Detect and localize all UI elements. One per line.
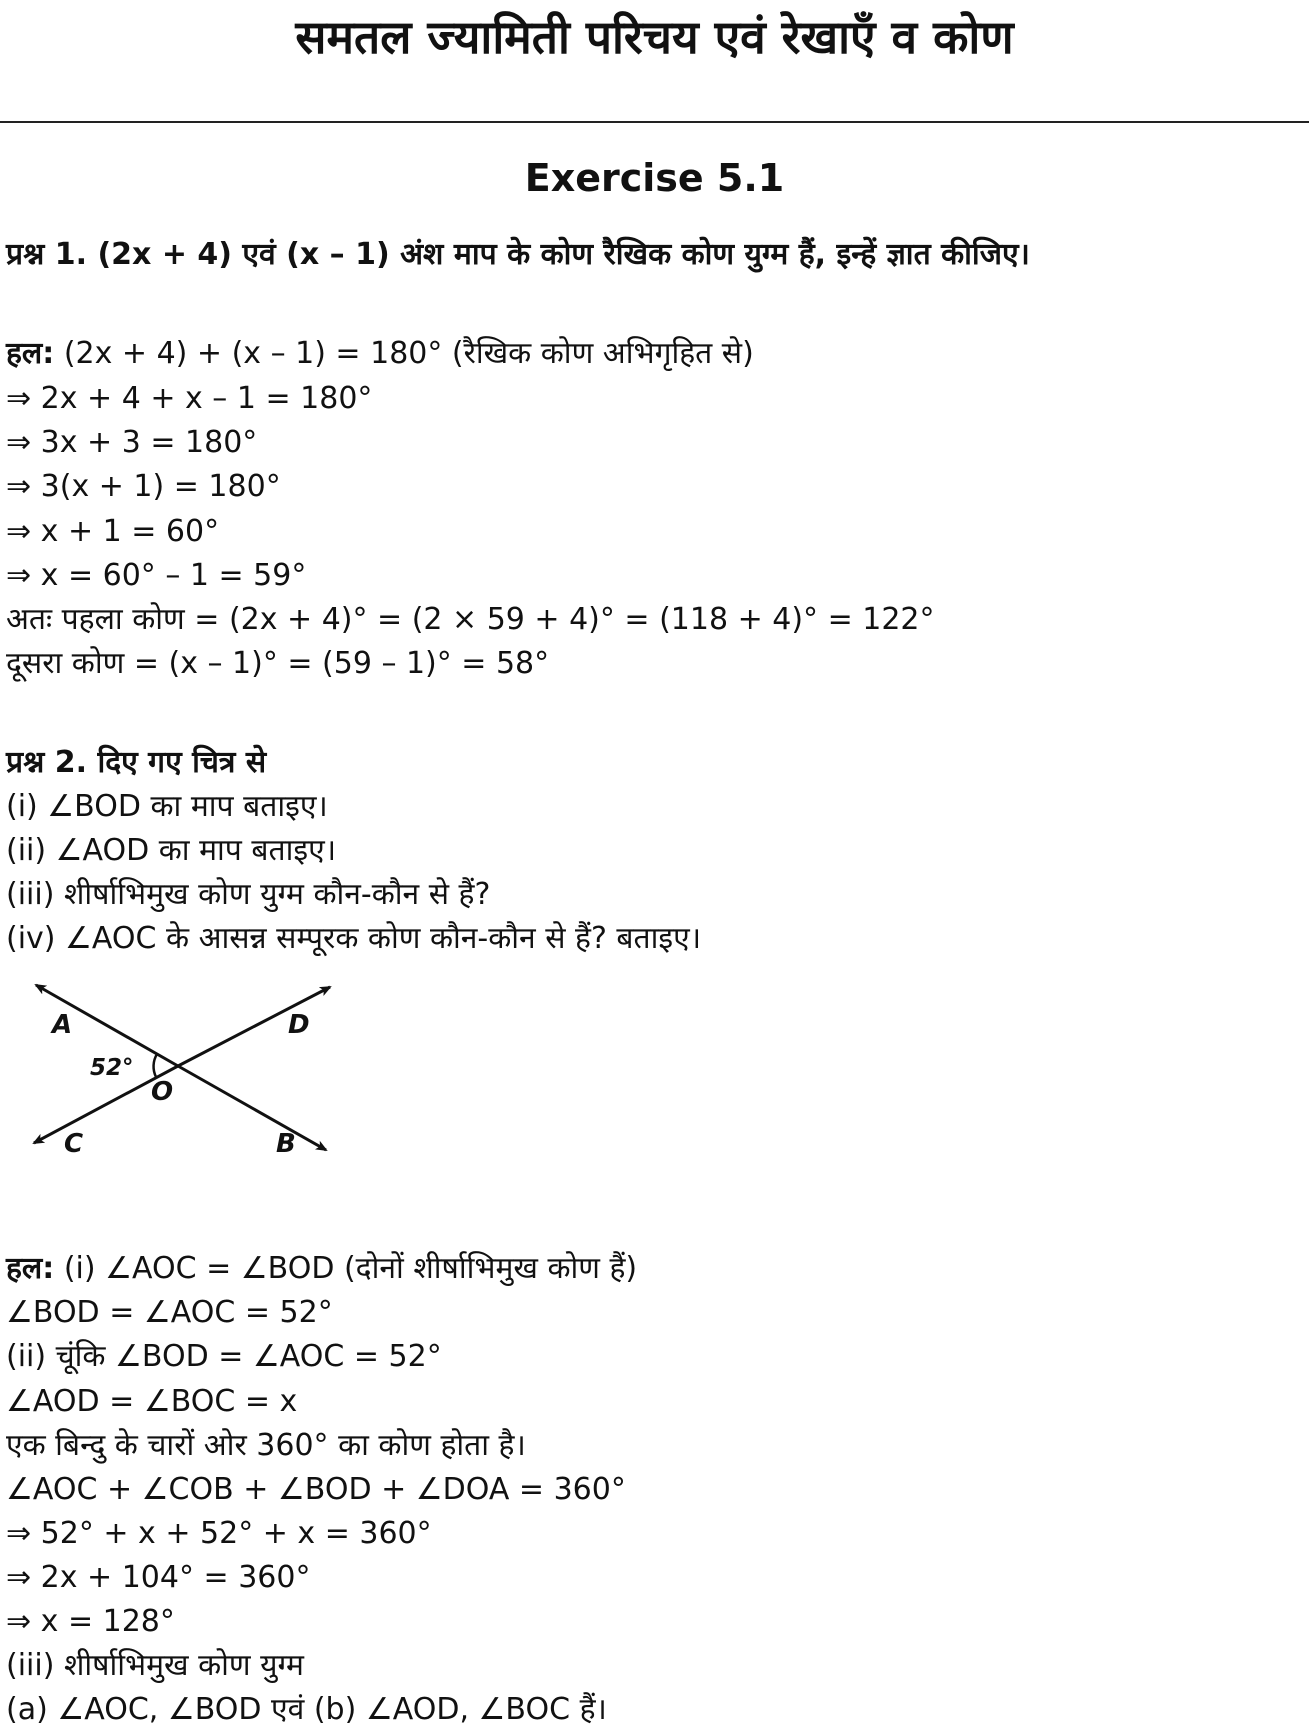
question-1: प्रश्न 1. (2x + 4) एवं (x – 1) अंश माप के कोण रैखिक कोण युग्म हैं, इन्हें ज्ञात कीजिए। bbox=[6, 237, 1030, 272]
q2-step: ⇒ 52° + x + 52° + x = 360° bbox=[6, 1516, 432, 1551]
q1-solution-line bbox=[6, 333, 754, 375]
q2-step: (ii) चूंकि ∠BOD = ∠AOC = 52° bbox=[6, 1339, 442, 1374]
q1-step: ⇒ 2x + 4 + x – 1 = 180° bbox=[6, 381, 373, 416]
q1-step: दूसरा कोण = (x – 1)° = (59 – 1)° = 58° bbox=[6, 646, 550, 681]
q2-part: (iv) ∠AOC के आसन्न सम्पूरक कोण कौन-कौन से हैं? बताइए। bbox=[6, 921, 702, 956]
q2-part: (ii) ∠AOD का माप बताइए। bbox=[6, 833, 337, 868]
angle-arc bbox=[154, 1054, 157, 1077]
label-d: D bbox=[288, 1010, 310, 1040]
label-c: C bbox=[64, 1129, 84, 1159]
q2-solution-line bbox=[6, 1248, 637, 1290]
angle-label: 52° bbox=[90, 1055, 134, 1081]
q2-step: ∠AOD = ∠BOC = x bbox=[6, 1384, 298, 1419]
question-2: प्रश्न 2. दिए गए चित्र से bbox=[6, 745, 267, 780]
title-divider bbox=[0, 121, 1309, 123]
ray-ob bbox=[178, 1066, 326, 1150]
solution-label: हल: bbox=[6, 336, 55, 371]
solution-label: हल: bbox=[6, 1251, 55, 1286]
q2-part: (iii) शीर्षाभिमुख कोण युग्म कौन-कौन से हैं? bbox=[6, 877, 491, 912]
intersecting-lines-figure bbox=[30, 975, 340, 1175]
label-o: O bbox=[151, 1077, 174, 1107]
q1-step: ⇒ x + 1 = 60° bbox=[6, 514, 220, 549]
solution-text: (i) ∠AOC = ∠BOD (दोनों शीर्षाभिमुख कोण हैं) bbox=[54, 1251, 638, 1286]
q1-step: अतः पहला कोण = (2x + 4)° = (2 × 59 + 4)° = (118 + 4)° = 122° bbox=[6, 602, 935, 637]
q2-step: ∠BOD = ∠AOC = 52° bbox=[6, 1295, 333, 1330]
q1-step: ⇒ 3x + 3 = 180° bbox=[6, 425, 258, 460]
q2-step: (a) ∠AOC, ∠BOD एवं (b) ∠AOD, ∠BOC हैं। bbox=[6, 1692, 607, 1727]
label-a: A bbox=[52, 1010, 73, 1040]
exercise-heading: Exercise 5.1 bbox=[524, 156, 785, 200]
q2-step: ⇒ 2x + 104° = 360° bbox=[6, 1560, 311, 1595]
solution-text: (2x + 4) + (x – 1) = 180° (रैखिक कोण अभिगृहित से) bbox=[54, 336, 754, 371]
q2-step: ∠AOC + ∠COB + ∠BOD + ∠DOA = 360° bbox=[6, 1472, 626, 1507]
q2-step: एक बिन्दु के चारों ओर 360° का कोण होता है। bbox=[6, 1428, 526, 1463]
q1-step: ⇒ 3(x + 1) = 180° bbox=[6, 469, 281, 504]
q2-step: ⇒ x = 128° bbox=[6, 1604, 175, 1639]
q2-step: (iii) शीर्षाभिमुख कोण युग्म bbox=[6, 1648, 304, 1683]
q1-step: ⇒ x = 60° – 1 = 59° bbox=[6, 558, 307, 593]
q2-part: (i) ∠BOD का माप बताइए। bbox=[6, 789, 328, 824]
label-b: B bbox=[276, 1129, 296, 1159]
page-title: समतल ज्यामिती परिचय एवं रेखाएँ व कोण bbox=[295, 10, 1014, 64]
